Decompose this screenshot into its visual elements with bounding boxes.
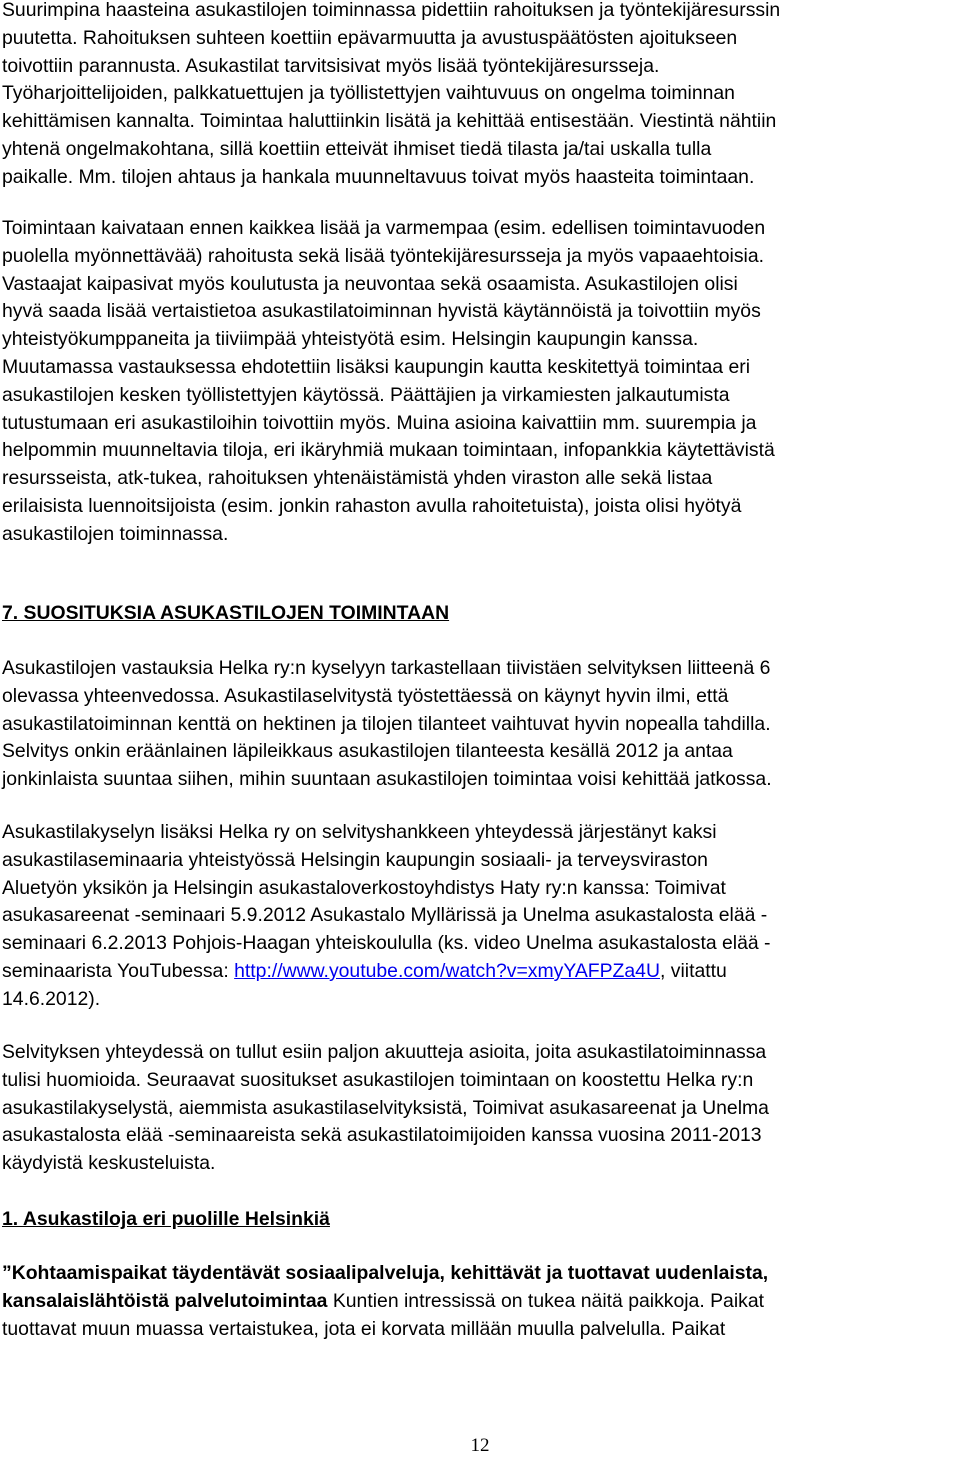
paragraph-seminars (2, 819, 958, 1014)
paragraph-survey (2, 655, 958, 794)
text-line: tutustumaan eri asukastiloihin toivottiin myös. Muina asioina kaivattiin mm. suurempia ja (2, 411, 757, 434)
youtube-video-link[interactable]: http://www.youtube.com/watch?v=xmyYAFPZa4U (234, 959, 660, 982)
text-line: paikalle. Mm. tilojen ahtaus ja hankala muunneltavuus toivat myös haasteita toimintaan. (2, 165, 755, 188)
text-line: tuottavat muun muassa vertaistukea, jota ei korvata millään muulla palvelulla. Paikat (2, 1317, 726, 1340)
text-line: Toimintaan kaivataan ennen kaikkea lisää ja varmempaa (esim. edellisen toimintavuoden (2, 217, 766, 239)
text-line: asukasareenat -seminaari 5.9.2012 Asukastalo Myllärissä ja Unelma asukastalosta elää - (2, 904, 768, 927)
text-line: toivottiin parannusta. Asukastilat tarvitsisivat myös lisää työntekijäresursseja. (2, 54, 660, 77)
text-line: Vastaajat kaipasivat myös koulutusta ja neuvontaa sekä osaamista. Asukastilojen olisi (2, 272, 738, 295)
paragraph-recommendations-intro (2, 1039, 958, 1178)
text-line: yhtenä ongelmakohtana, sillä koettiin etteivät ihmiset tiedä tilasta ja/tai uskalla tulla (2, 137, 712, 160)
text-line: erilaisista luennoitsijoista (esim. jonkin rahaston avulla rahoitetuista), joista olisi hyötyä (2, 494, 742, 517)
text-line: asukastilojen kesken työllistettyjen käytössä. Päättäjien ja virkamiesten jalkautumista (2, 383, 730, 406)
text-line: seminaari 6.2.2013 Pohjois-Haagan yhteiskoululla (ks. video Unelma asukastalosta elää - (2, 932, 771, 955)
text-line: käydyistä keskusteluista. (2, 1152, 216, 1175)
text-line: Asukastilakyselyn lisäksi Helka ry on selvityshankkeen yhteydessä järjestänyt kaksi (2, 821, 717, 843)
text-line: hyvä saada lisää vertaistietoa asukastilatoiminnan hyvistä käytännöistä ja toivottiin myös (2, 300, 761, 323)
text-line: asukastilojen toiminnassa. (2, 522, 229, 545)
link-suffix: , viitattu (659, 959, 727, 982)
text-line: Selvityksen yhteydessä on tullut esiin paljon akuutteja asioita, joita asukastilatoiminnassa (2, 1041, 767, 1063)
paragraph-quote (2, 1260, 958, 1343)
text-line (2, 1288, 958, 1316)
text-line: puolella myönnettävää) rahoitusta sekä lisää työntekijäresursseja ja myös vapaaehtoisia. (2, 244, 765, 267)
text-line: Selvitys onkin eräänlainen läpileikkaus asukastilojen tilanteesta kesällä 2012 ja antaa (2, 740, 733, 763)
text-line: Suurimpina haasteina asukastilojen toiminnassa pidettiin rahoituksen ja työntekijäresurssin (2, 0, 781, 21)
text-line: Muutamassa vastauksessa ehdotettiin lisäksi kaupungin kautta keskitettyä toimintaa eri (2, 355, 751, 378)
text-line: Työharjoittelijoiden, palkkatuettujen ja työllistettyjen vaihtuvuus on ongelma toiminnan (2, 82, 735, 105)
text-line: Asukastilojen vastauksia Helka ry:n kyselyyn tarkastellaan tiivistäen selvityksen liitteenä 6 (2, 657, 771, 679)
page-number: 12 (470, 1435, 490, 1456)
text-line: resursseista, atk-tukea, rahoituksen yhtenäistämistä yhden viraston alle sekä listaa (2, 467, 713, 490)
text-line: asukastilakyselystä, aiemmista asukastilaselvityksistä, Toimivat asukasareenat ja Unelma (2, 1096, 769, 1119)
text-line: kehittämisen kannalta. Toimintaa haluttiinkin lisätä ja kehittää entisestään. Viestintä nähtiin (2, 110, 777, 133)
paragraph-needs (2, 215, 958, 549)
quote-bold-text: kansalaislähtöistä palvelutoimintaa (2, 1289, 328, 1312)
text-line: asukastilatoiminnan kenttä on hektinen ja tilojen tilanteet vaihtuvat hyvin nopealla tahdilla. (2, 712, 771, 735)
text-line: olevassa yhteenvedossa. Asukastilaselvitystä työstettäessä on käynyt hyvin ilmi, että (2, 684, 729, 707)
quote-regular-text: Kuntien intressissä on tukea näitä paikkoja. Paikat (327, 1289, 764, 1312)
link-prefix: seminaarista YouTubessa: (2, 959, 235, 982)
text-line: yhteistyökumppaneita ja tiiviimpää yhteistyötä esim. Helsingin kaupungin kanssa. (2, 328, 699, 351)
text-line: 14.6.2012). (2, 987, 101, 1010)
text-line: Aluetyön yksikön ja Helsingin asukastaloverkostoyhdistys Haty ry:n kanssa: Toimivat (2, 876, 726, 899)
text-line: jonkinlaista suuntaa siihen, mihin suuntaan asukastilojen toimintaa voisi kehittää jatkossa. (2, 768, 772, 791)
text-line: asukastalosta elää -seminaareista sekä asukastilatoimijoiden kanssa vuosina 2011-2013 (2, 1124, 762, 1147)
text-line: puutetta. Rahoituksen suhteen koettiin epävarmuutta ja avustuspäätösten ajoitukseen (2, 26, 738, 49)
paragraph-challenges (2, 0, 958, 192)
text-line: tulisi huomioida. Seuraavat suositukset asukastilojen toimintaan on koostettu Helka ry:n (2, 1068, 754, 1091)
quote-bold-line: ”Kohtaamispaikat täydentävät sosiaalipalveluja, kehittävät ja tuottavat uudenlaista, (2, 1262, 769, 1284)
section-heading: 7. SUOSITUKSIA ASUKASTILOJEN TOIMINTAAN (2, 602, 450, 624)
text-line: asukastilaseminaaria yhteistyössä Helsingin kaupungin sosiaali- ja terveysviraston (2, 848, 708, 871)
text-line-with-link (2, 958, 958, 986)
text-line: helpommin muunneltavia tiloja, eri ikäryhmiä mukaan toimintaan, infopankkia käytettävistä (2, 439, 775, 462)
sub-heading: 1. Asukastiloja eri puolille Helsinkiä (2, 1208, 330, 1230)
